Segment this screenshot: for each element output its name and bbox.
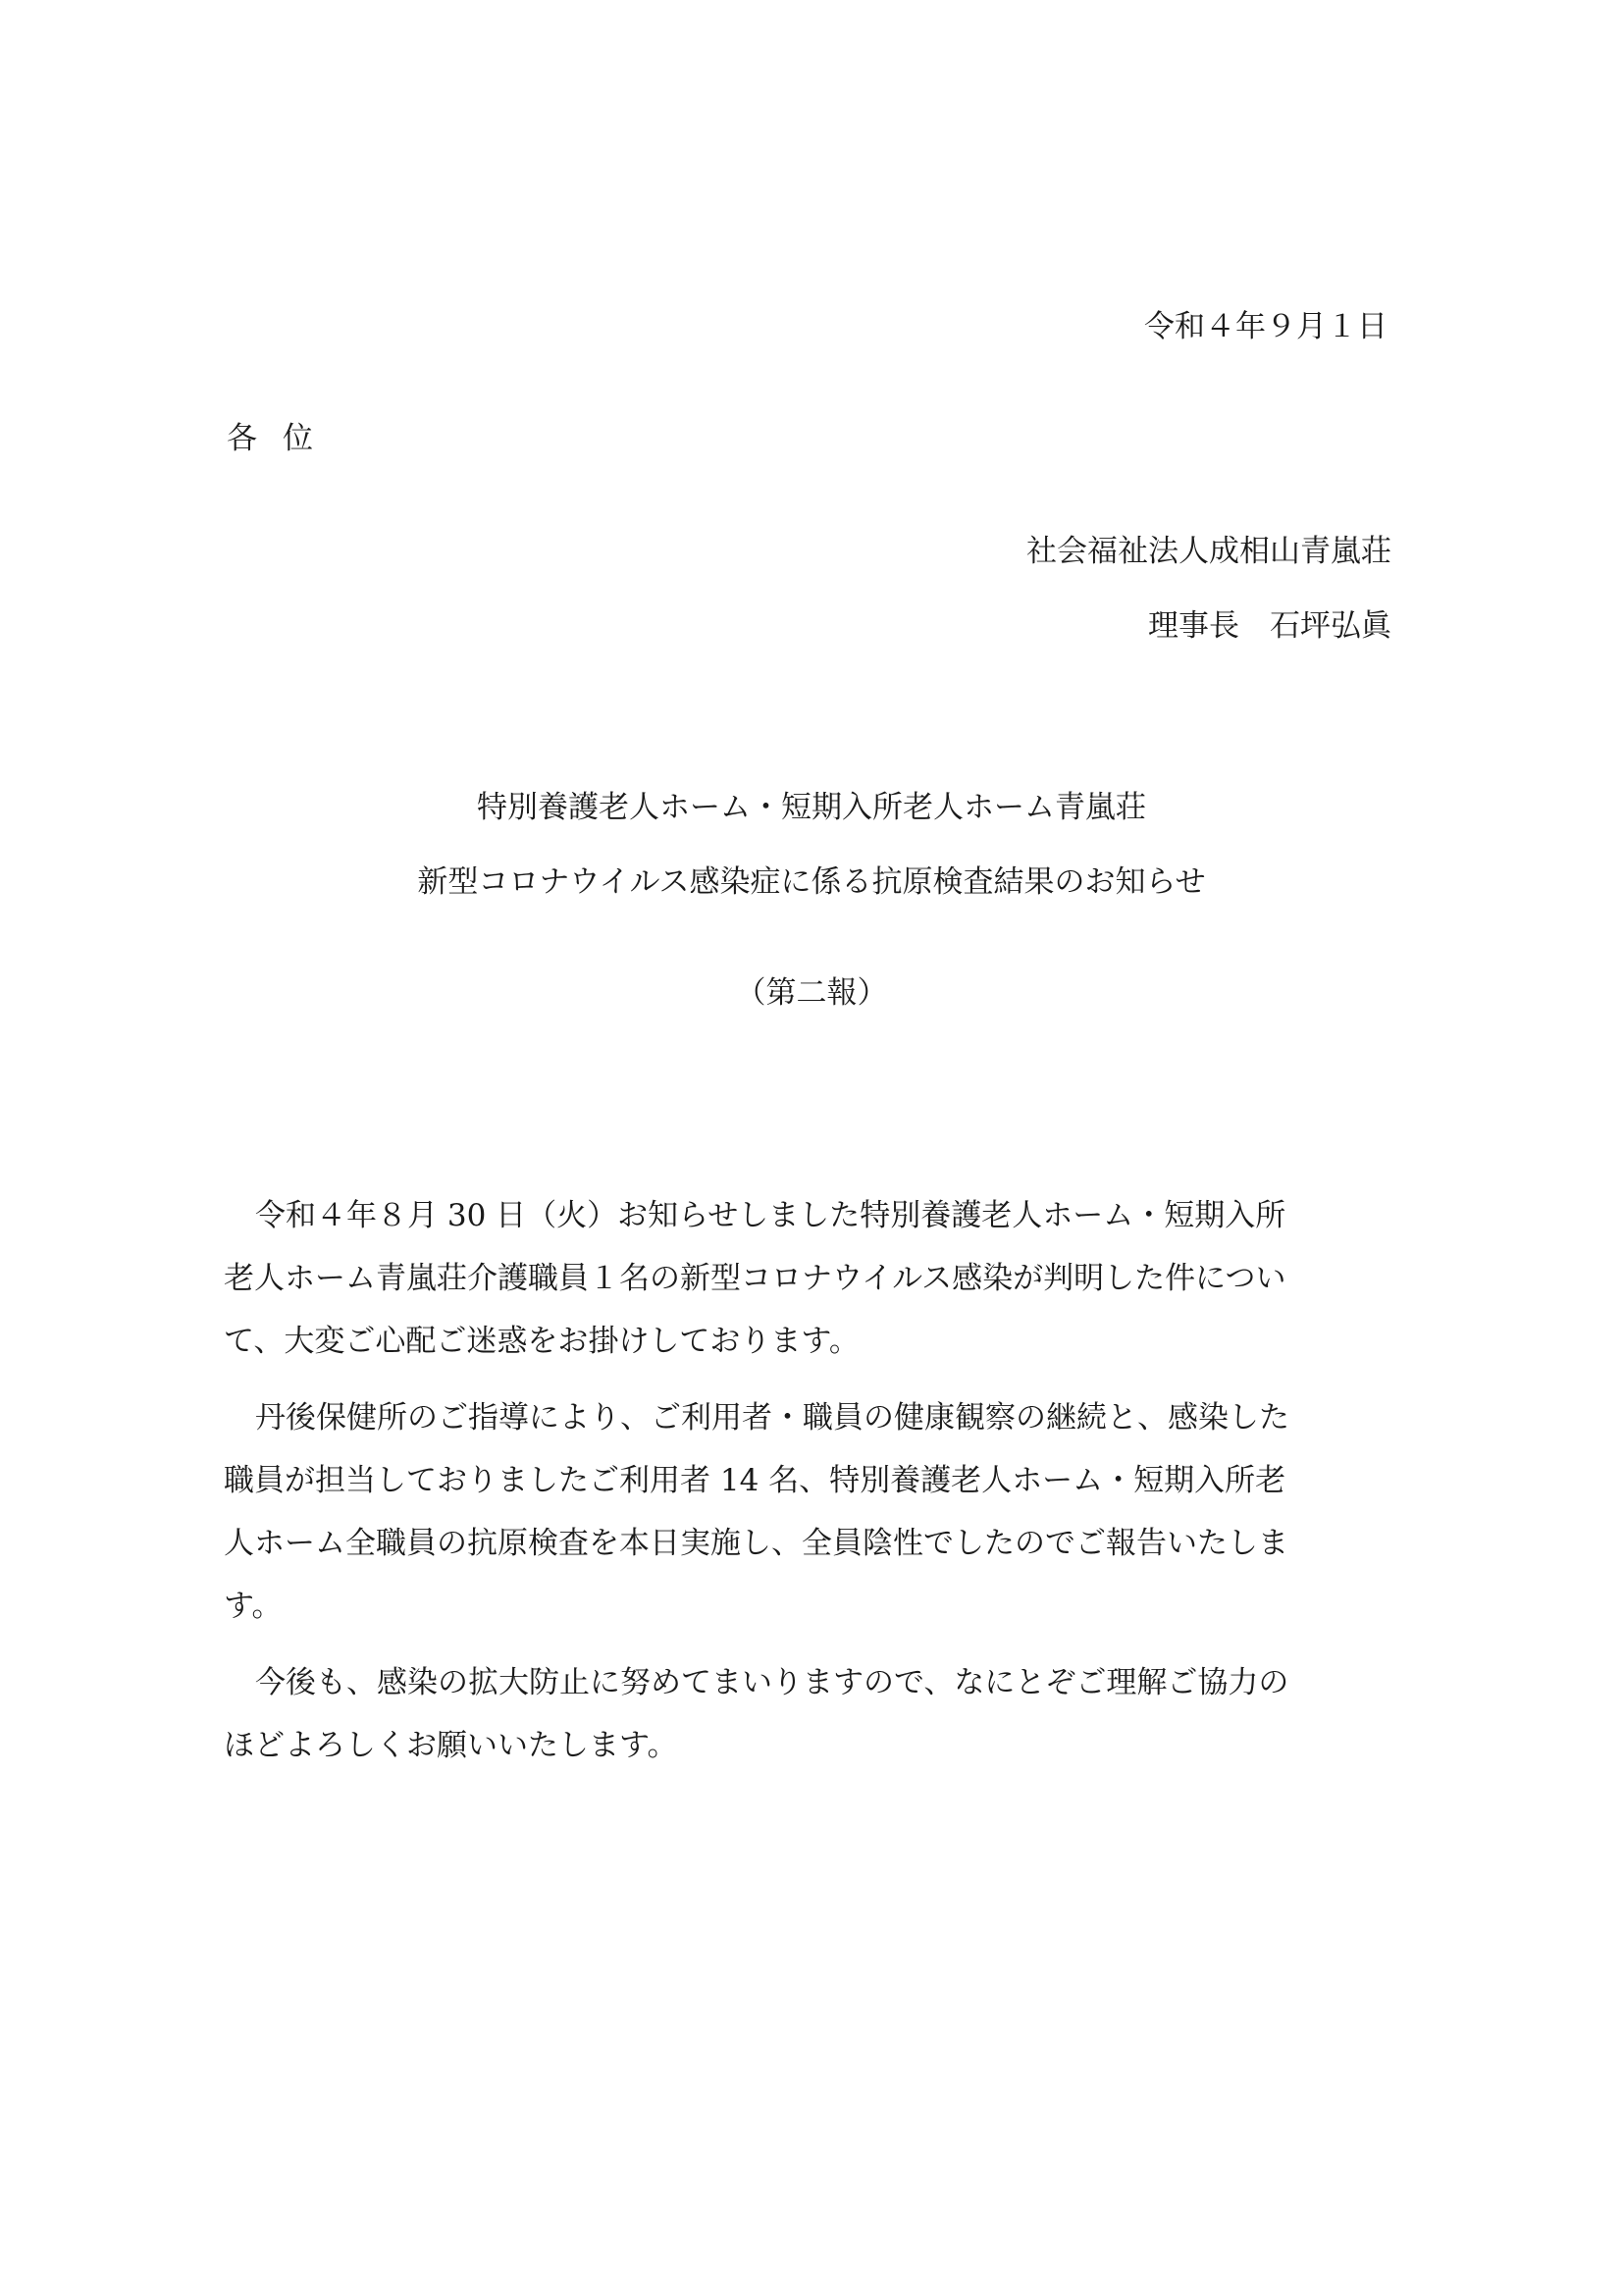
paragraph-line: 職員が担当しておりましたご利用者 14 名、特別養護老人ホーム・短期入所老 bbox=[224, 1463, 1286, 1498]
paragraph-line: 人ホーム全職員の抗原検査を本日実施し、全員陰性でしたのでご報告いたしま bbox=[224, 1526, 1288, 1561]
paragraph-1 bbox=[224, 1184, 1393, 1373]
paragraph-line: 令和４年８月 30 日（火）お知らせしました特別養護老人ホーム・短期入所 bbox=[255, 1198, 1286, 1233]
paragraph-3 bbox=[224, 1651, 1393, 1777]
paragraph-line: ほどよろしくお願いいたします。 bbox=[224, 1728, 678, 1763]
paragraph-line: て、大変ご心配ご迷惑をお掛けしております。 bbox=[224, 1324, 860, 1359]
addressee: 各位 bbox=[227, 421, 339, 456]
paragraph-line: 老人ホーム青嵐荘介護職員１名の新型コロナウイルス感染が判明した件につい bbox=[224, 1261, 1286, 1296]
title-line-1: 特別養護老人ホーム・短期入所老人ホーム青嵐荘 bbox=[477, 790, 1146, 825]
notice-body bbox=[224, 1184, 1393, 1777]
paragraph-2 bbox=[224, 1386, 1393, 1638]
sender-organization: 社会福祉法人成相山青嵐荘 bbox=[1026, 534, 1391, 569]
paragraph-line: 丹後保健所のご指導により、ご利用者・職員の健康観察の継続と、感染した bbox=[255, 1400, 1289, 1435]
sender-representative: 理事長 石坪弘眞 bbox=[1148, 608, 1391, 644]
document-date: 令和４年９月１日 bbox=[1144, 309, 1387, 344]
paragraph-line: す。 bbox=[224, 1589, 283, 1624]
paragraph-line: 今後も、感染の拡大防止に努めてまいりますので、なにとぞご理解ご協力の bbox=[255, 1665, 1289, 1700]
title-line-2: 新型コロナウイルス感染症に係る抗原検査結果のお知らせ bbox=[417, 864, 1206, 900]
report-number: （第二報） bbox=[735, 975, 888, 1011]
